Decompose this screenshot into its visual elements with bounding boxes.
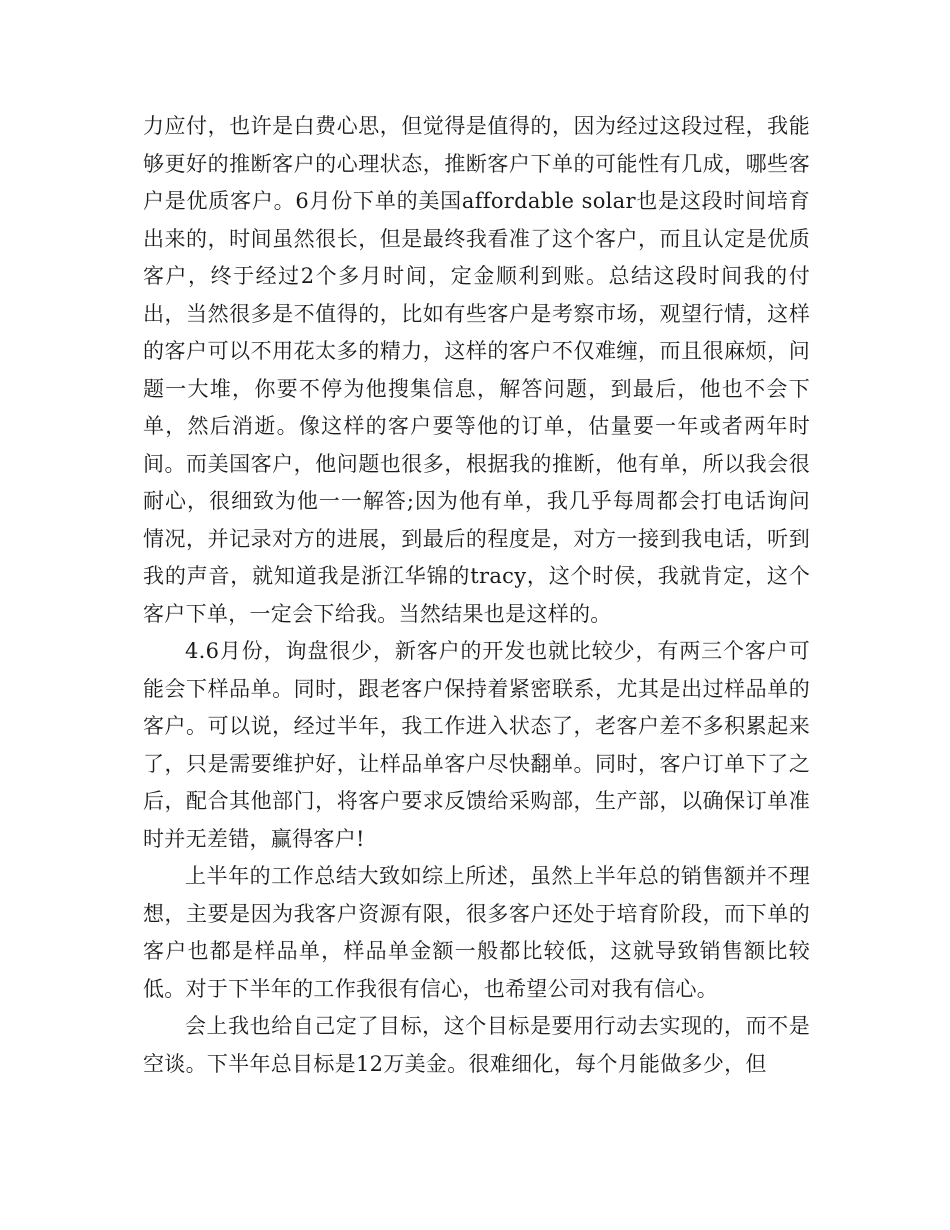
paragraph-goals: 会上我也给自己定了目标，这个目标是要用行动去实现的，而不是空谈。下半年总目标是12万美金。很难细化，每个月能做多少，但	[143, 1014, 810, 1076]
paragraph-continuation: 力应付，也许是白费心思，但觉得是值得的，因为经过这段过程，我能够更好的推断客户的心理状态，推断客户下单的可能性有几成，哪些客户是优质客户。6月份下单的美国affordable solar也是这段时间培育出来的，时间虽然很长，但是最终我看准了这个客户，而且认定是优质客户，终于经过2个多月时间，定金顺利到账。总结这段时间我的付出，当然很多是不值得的，比如有些客户是考察市场，观望行情，这样的客户可以不用花太多的精力，这样的客户不仅难缠，而且很麻烦，问题一大堆，你要不停为他搜集信息，解答问题，到最后，他也不会下单，然后消逝。像这样的客户要等他的订单，估量要一年或者两年时间。而美国客户，他问题也很多，根据我的推断，他有单，所以我会很耐心，很细致为他一一解答;因为他有单，我几乎每周都会打电话询问情况，并记录对方的进展，到最后的程度是，对方一接到我电话，听到我的声音，就知道我是浙江华锦的tracy，这个时侯，我就肯定，这个客户下单，一定会下给我。当然结果也是这样的。	[143, 114, 810, 626]
paragraph-june-inquiries: 4.6月份，询盘很少，新客户的开发也就比较少，有两三个客户可能会下样品单。同时，跟老客户保持着紧密联系，尤其是出过样品单的客户。可以说，经过半年，我工作进入状态了，老客户差不多积累起来了，只是需要维护好，让样品单客户尽快翻单。同时，客户订单下了之后，配合其他部门，将客户要求反馈给采购部，生产部，以确保订单准时并无差错，赢得客户!	[143, 639, 810, 851]
document-body	[143, 108, 810, 1083]
paragraph-half-year-summary: 上半年的工作总结大致如综上所述，虽然上半年总的销售额并不理想，主要是因为我客户资源有限，很多客户还处于培育阶段，而下单的客户也都是样品单，样品单金额一般都比较低，这就导致销售额比较低。对于下半年的工作我很有信心，也希望公司对我有信心。	[143, 864, 810, 1001]
